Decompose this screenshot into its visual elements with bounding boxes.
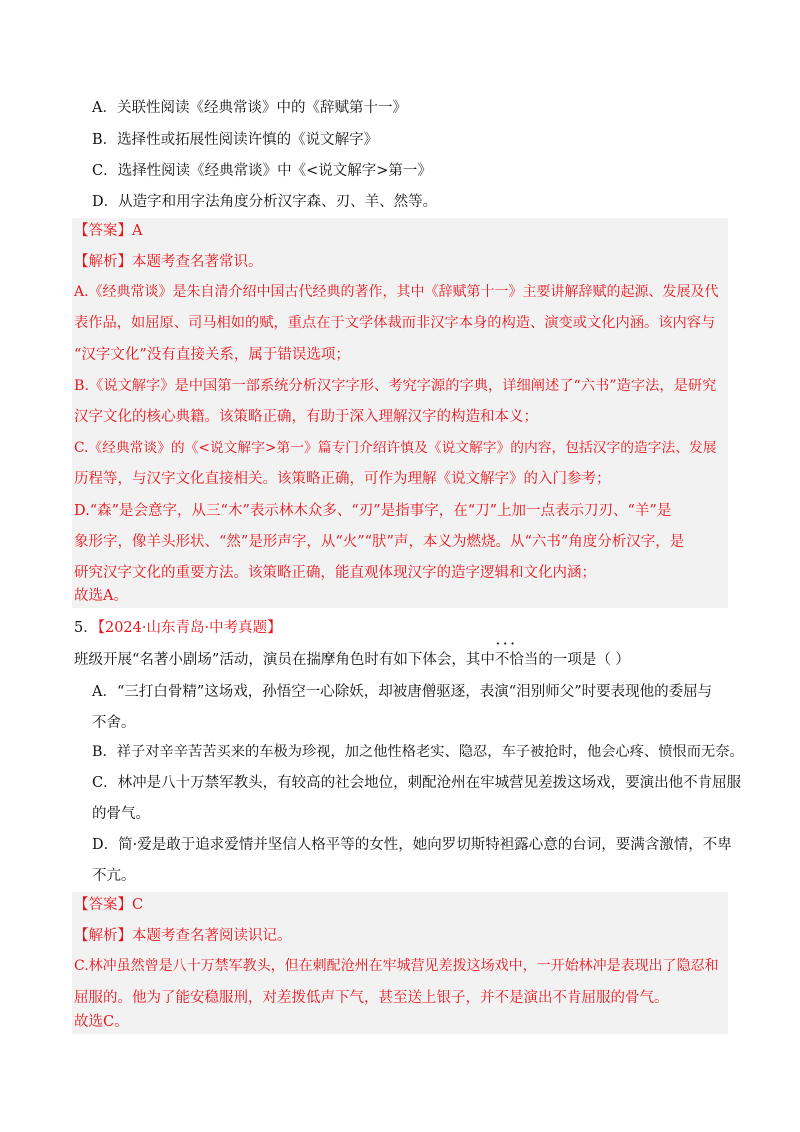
q5-stem-before: 班级开展“名著小剧场”活动，演员在揣摩角色时有如下体会，其中 xyxy=(74,652,495,668)
q5-stem xyxy=(74,650,630,670)
q5-analysis-line: C.林冲虽然曾是八十万禁军教头，但在刺配沧州在牢城营见差拨这场戏中，一开始林冲是表现出了隐忍和 xyxy=(74,958,719,974)
q5-option-b: B．祥子对辛辛苦苦买来的车极为珍视，加之他性格老实、隐忍，车子被抢时，他会心疼、愤恨而无奈。 xyxy=(92,744,744,760)
q5-analysis-line: 屈服的。他为了能安稳服刑，对差拨低声下气，甚至送上银子，并不是演出不肯屈服的骨气。 xyxy=(74,990,669,1006)
q4-option-a: A．关联性阅读《经典常谈》中的《辞赋第十一》 xyxy=(92,100,407,116)
q4-analysis-line: D.“森”是会意字，从三“木”表示林木众多、“刃”是指事字，在“刀”上加一点表示刀刃、“羊”是 xyxy=(74,503,672,519)
q5-option-c: C．林冲是八十万禁军教头，有较高的社会地位，刺配沧州在牢城营见差拨这场戏，要演出他不肯屈服 xyxy=(92,775,742,791)
q4-answer-box xyxy=(72,218,728,608)
q5-stem-emphasis: • • 不恰当 xyxy=(495,650,539,670)
q5-option-a: A．“三打白骨精”这场戏，孙悟空一心除妖，却被唐僧驱逐，表演“泪别师父”时要表现他的委屈与 xyxy=(92,684,713,700)
q4-analysis-line: 象形字，像羊头形状、“然”是形声字，从“火”“肰”声，本义为燃烧。从“六书”角度分析汉字，是 xyxy=(74,534,685,550)
q4-analysis-line: C.《经典常谈》的《<说文解字>第一》篇专门介绍许慎及《说文解字》的内容，包括汉字的造字法、发展 xyxy=(74,440,717,456)
q5-header xyxy=(74,618,282,638)
q4-analysis-line: 汉字文化的核心典籍。该策略正确，有助于深入理解汉字的构造和本义； xyxy=(74,409,538,425)
q5-answer-box xyxy=(72,892,728,1034)
q4-option-c: C．选择性阅读《经典常谈》中《<说文解字>第一》 xyxy=(92,163,432,179)
q5-option-d-cont: 不亢。 xyxy=(92,868,136,884)
q4-analysis-line: 历程等，与汉字文化直接相关。该策略正确，可作为理解《说文解字》的入门参考； xyxy=(74,471,611,487)
q5-conclusion: 故选C。 xyxy=(74,1014,129,1030)
q4-answer: 【答案】A xyxy=(74,223,143,239)
q4-answer-label xyxy=(74,221,142,241)
q5-option-d: D．简·爱是敢于追求爱情并坚信人格平等的女性，她向罗切斯特袒露心意的台词，要满含激情，不卑 xyxy=(92,837,732,853)
q4-analysis-line: “汉字文化”没有直接关系，属于错误选项； xyxy=(74,347,350,363)
q5-option-a-cont: 不舍。 xyxy=(92,715,136,731)
q4-analysis-line: 研究汉字文化的重要方法。该策略正确，能直观体现汉字的造字逻辑和文化内涵； xyxy=(74,565,596,581)
q4-analysis-line: A.《经典常谈》是朱自清介绍中国古代经典的著作，其中《辞赋第十一》主要讲解辞赋的起源、发展及代 xyxy=(74,284,719,300)
q4-option-d: D．从造字和用字法角度分析汉字森、刃、羊、然等。 xyxy=(92,194,438,210)
q4-analysis-head: 【解析】本题考查名著常识。 xyxy=(74,254,263,270)
q5-option-c-cont: 的骨气。 xyxy=(92,806,150,822)
q4-analysis-line: 表作品，如屈原、司马相如的赋，重点在于文学体裁而非汉字本身的构造、演变或文化内涵。该内容与 xyxy=(74,315,716,331)
q5-number: 5． xyxy=(74,620,98,636)
q4-conclusion: 故选A。 xyxy=(74,588,128,604)
q5-answer: 【答案】C xyxy=(74,897,144,913)
q5-stem-after: 的一项是（ ） xyxy=(538,652,630,668)
q5-analysis-head: 【解析】本题考查名著阅读识记。 xyxy=(74,928,292,944)
q5-source: 【2024·山东青岛·中考真题】 xyxy=(97,620,282,636)
q4-analysis-line: B.《说文解字》是中国第一部系统分析汉字字形、考究字源的字典，详细阐述了“六书”造字法，是研究 xyxy=(74,378,717,394)
q4-option-b: B．选择性或拓展性阅读许慎的《说文解字》 xyxy=(92,132,379,148)
